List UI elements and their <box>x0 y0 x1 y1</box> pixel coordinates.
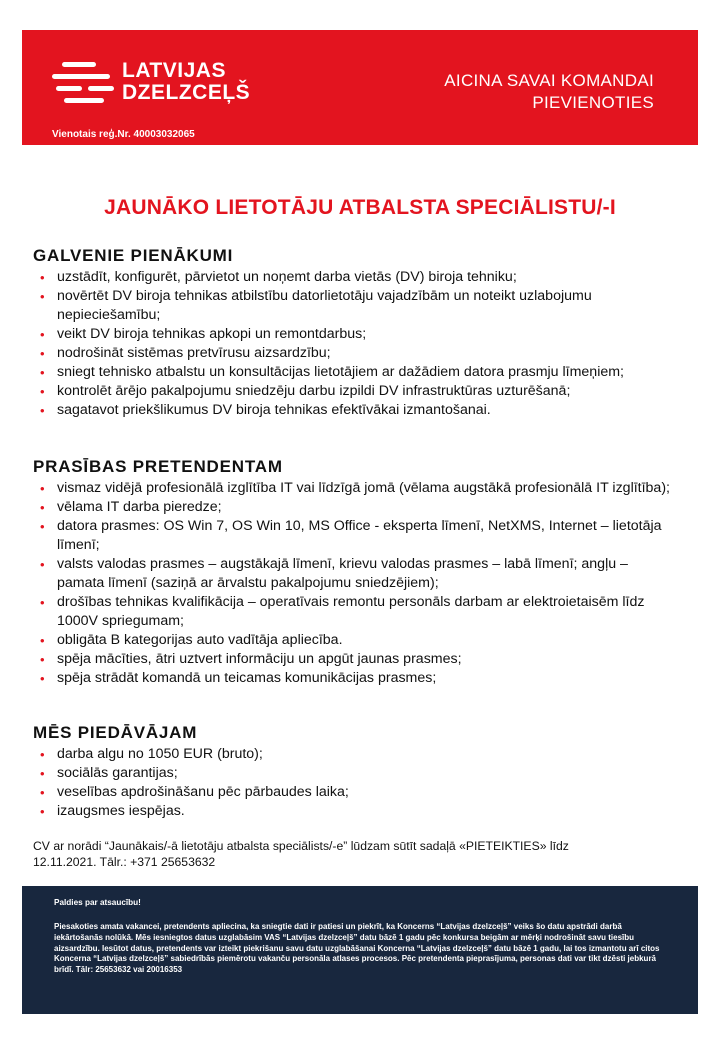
privacy-notice: Piesakoties amata vakancei, pretendents apliecina, ka sniegtie dati ir patiesi un piekrīt, ka Koncerns “Latvijas dzelzceļš” veiks šo datu apstrādi darbā iekārtošanās nolūkā. Mēs iesniegtos datus uzglabāsim VAS “Latvijas dzelzceļš” datu bāzē 1 gadu pēc konkursa beigām ar mērķi nodrošināt savu tiesību aizsardzību. Iesūtot datus, pretendents var izteikt piekrišanu savu datu uzglabāšanai Koncerna “Latvijas dzelzceļš” datu bāzē 1 gadu, lai tos izmantotu arī citos Koncerna “Latvijas dzelzceļš” sabiedrībās piemērotu vakanču personāla atlases procesos. Pēc pretendenta pieprasījuma, personas dati var tikt dzēsti jebkurā brīdī. Tālr: 25653632 vai 20016353 <box>54 922 660 975</box>
list-item <box>40 745 670 764</box>
list-item-text: spēja mācīties, ātri uztvert informāciju un apgūt jaunas prasmes; <box>57 651 462 667</box>
list-item-text: sociālās garantijas; <box>57 765 178 781</box>
tagline <box>444 70 654 114</box>
bullet-icon: • <box>40 785 45 800</box>
header-banner <box>22 30 698 145</box>
footer-thanks: Paldies par atsaucību! <box>54 898 141 907</box>
requirements-heading: PRASĪBAS PRETENDENTAM <box>33 457 283 476</box>
list-item-text: darba algu no 1050 EUR (bruto); <box>57 746 263 762</box>
bullet-icon: • <box>40 481 45 496</box>
list-item-text: spēja strādāt komandā un teicamas komunikācijas prasmes; <box>57 670 437 686</box>
list-item-text: vismaz vidējā profesionālā izglītība IT vai līdzīgā jomā (vēlama augstākā profesionālā IT izglītība); <box>57 480 670 496</box>
list-item <box>40 382 670 401</box>
logo-line-2: DZELZCEĻŠ <box>122 81 251 104</box>
list-item-text: sagatavot priekšlikumus DV biroja tehnikas efektīvākai izmantošanai. <box>57 402 491 418</box>
bullet-icon: • <box>40 403 45 418</box>
bullet-icon: • <box>40 500 45 515</box>
bullet-icon: • <box>40 270 45 285</box>
list-item-text: obligāta B kategorijas auto vadītāja apliecība. <box>57 632 343 648</box>
list-item-text: kontrolēt ārējo pakalpojumu sniedzēju darbu izpildi DV infrastruktūras uzturēšanā; <box>57 383 571 399</box>
list-item <box>40 325 670 344</box>
bullet-icon: • <box>40 519 45 534</box>
bullet-icon: • <box>40 747 45 762</box>
bullet-icon: • <box>40 365 45 380</box>
list-item <box>40 479 670 498</box>
list-item-text: vēlama IT darba pieredze; <box>57 499 222 515</box>
logo-line-1: LATVIJAS <box>122 59 226 82</box>
list-item <box>40 498 670 517</box>
job-title: JAUNĀKO LIETOTĀJU ATBALSTA SPECIĀLISTU/-I <box>104 196 616 219</box>
list-item <box>40 631 670 650</box>
bullet-icon: • <box>40 671 45 686</box>
list-item <box>40 555 670 593</box>
list-item-text: datora prasmes: OS Win 7, OS Win 10, MS Office - eksperta līmenī, NetXMS, Internet – lietotāja līmenī; <box>57 518 662 553</box>
duties-list <box>40 268 670 420</box>
offer-list <box>40 745 670 821</box>
list-item <box>40 287 670 325</box>
list-item-text: nodrošināt sistēmas pretvīrusu aizsardzību; <box>57 345 331 361</box>
bullet-icon: • <box>40 346 45 361</box>
list-item <box>40 650 670 669</box>
list-item <box>40 268 670 287</box>
list-item <box>40 344 670 363</box>
list-item-text: izaugsmes iespējas. <box>57 803 185 819</box>
logo-wordmark <box>122 60 250 104</box>
list-item-text: uzstādīt, konfigurēt, pārvietot un noņemt darba vietās (DV) biroja tehniku; <box>57 269 517 285</box>
list-item-text: valsts valodas prasmes – augstākajā līmenī, krievu valodas prasmes – labā līmenī; angļu – pamata līmenī (saziņā ar ārvalstu pakalpojumu sniedzējiem); <box>57 556 628 591</box>
cv-line-1: CV ar norādi “Jaunākais/-ā lietotāju atbalsta speciālists/-e” lūdzam sūtīt sadaļā «PIETEIKTIES» līdz <box>33 839 569 853</box>
list-item-text: sniegt tehnisko atbalstu un konsultācijas lietotājiem ar dažādiem datora prasmju līmeņiem; <box>57 364 625 380</box>
bullet-icon: • <box>40 384 45 399</box>
list-item <box>40 783 670 802</box>
list-item-text: novērtēt DV biroja tehnikas atbilstību datorlietotāju vajadzībām un noteikt uzlabojumu nepieciešamību; <box>57 288 592 323</box>
list-item <box>40 401 670 420</box>
company-logo <box>52 56 272 116</box>
cv-instructions <box>33 838 683 870</box>
list-item <box>40 764 670 783</box>
bullet-icon: • <box>40 327 45 342</box>
bullet-icon: • <box>40 557 45 572</box>
bullet-icon: • <box>40 652 45 667</box>
bullet-icon: • <box>40 766 45 781</box>
list-item <box>40 802 670 821</box>
duties-heading: GALVENIE PIENĀKUMI <box>33 246 234 265</box>
bullet-icon: • <box>40 289 45 304</box>
offer-heading: MĒS PIEDĀVĀJAM <box>33 723 198 742</box>
list-item-text: veikt DV biroja tehnikas apkopi un remontdarbus; <box>57 326 367 342</box>
bullet-icon: • <box>40 633 45 648</box>
bullet-icon: • <box>40 595 45 610</box>
list-item-text: drošības tehnikas kvalifikācija – operatīvais remontu personāls darbam ar elektroietaisēm līdz 1000V spriegumam; <box>57 594 645 629</box>
list-item <box>40 593 670 631</box>
registration-number: Vienotais reģ.Nr. 40003032065 <box>52 129 195 140</box>
requirements-list <box>40 479 670 688</box>
list-item <box>40 363 670 382</box>
tagline-line-1: AICINA SAVAI KOMANDAI <box>444 71 654 90</box>
logo-mark-icon <box>52 60 116 106</box>
cv-line-2: 12.11.2021. Tālr.: +371 25653632 <box>33 855 216 869</box>
bullet-icon: • <box>40 804 45 819</box>
list-item-text: veselības apdrošināšanu pēc pārbaudes laika; <box>57 784 349 800</box>
footer-notice <box>22 886 698 1014</box>
list-item <box>40 517 670 555</box>
list-item <box>40 669 670 688</box>
tagline-line-2: PIEVIENOTIES <box>532 93 654 112</box>
